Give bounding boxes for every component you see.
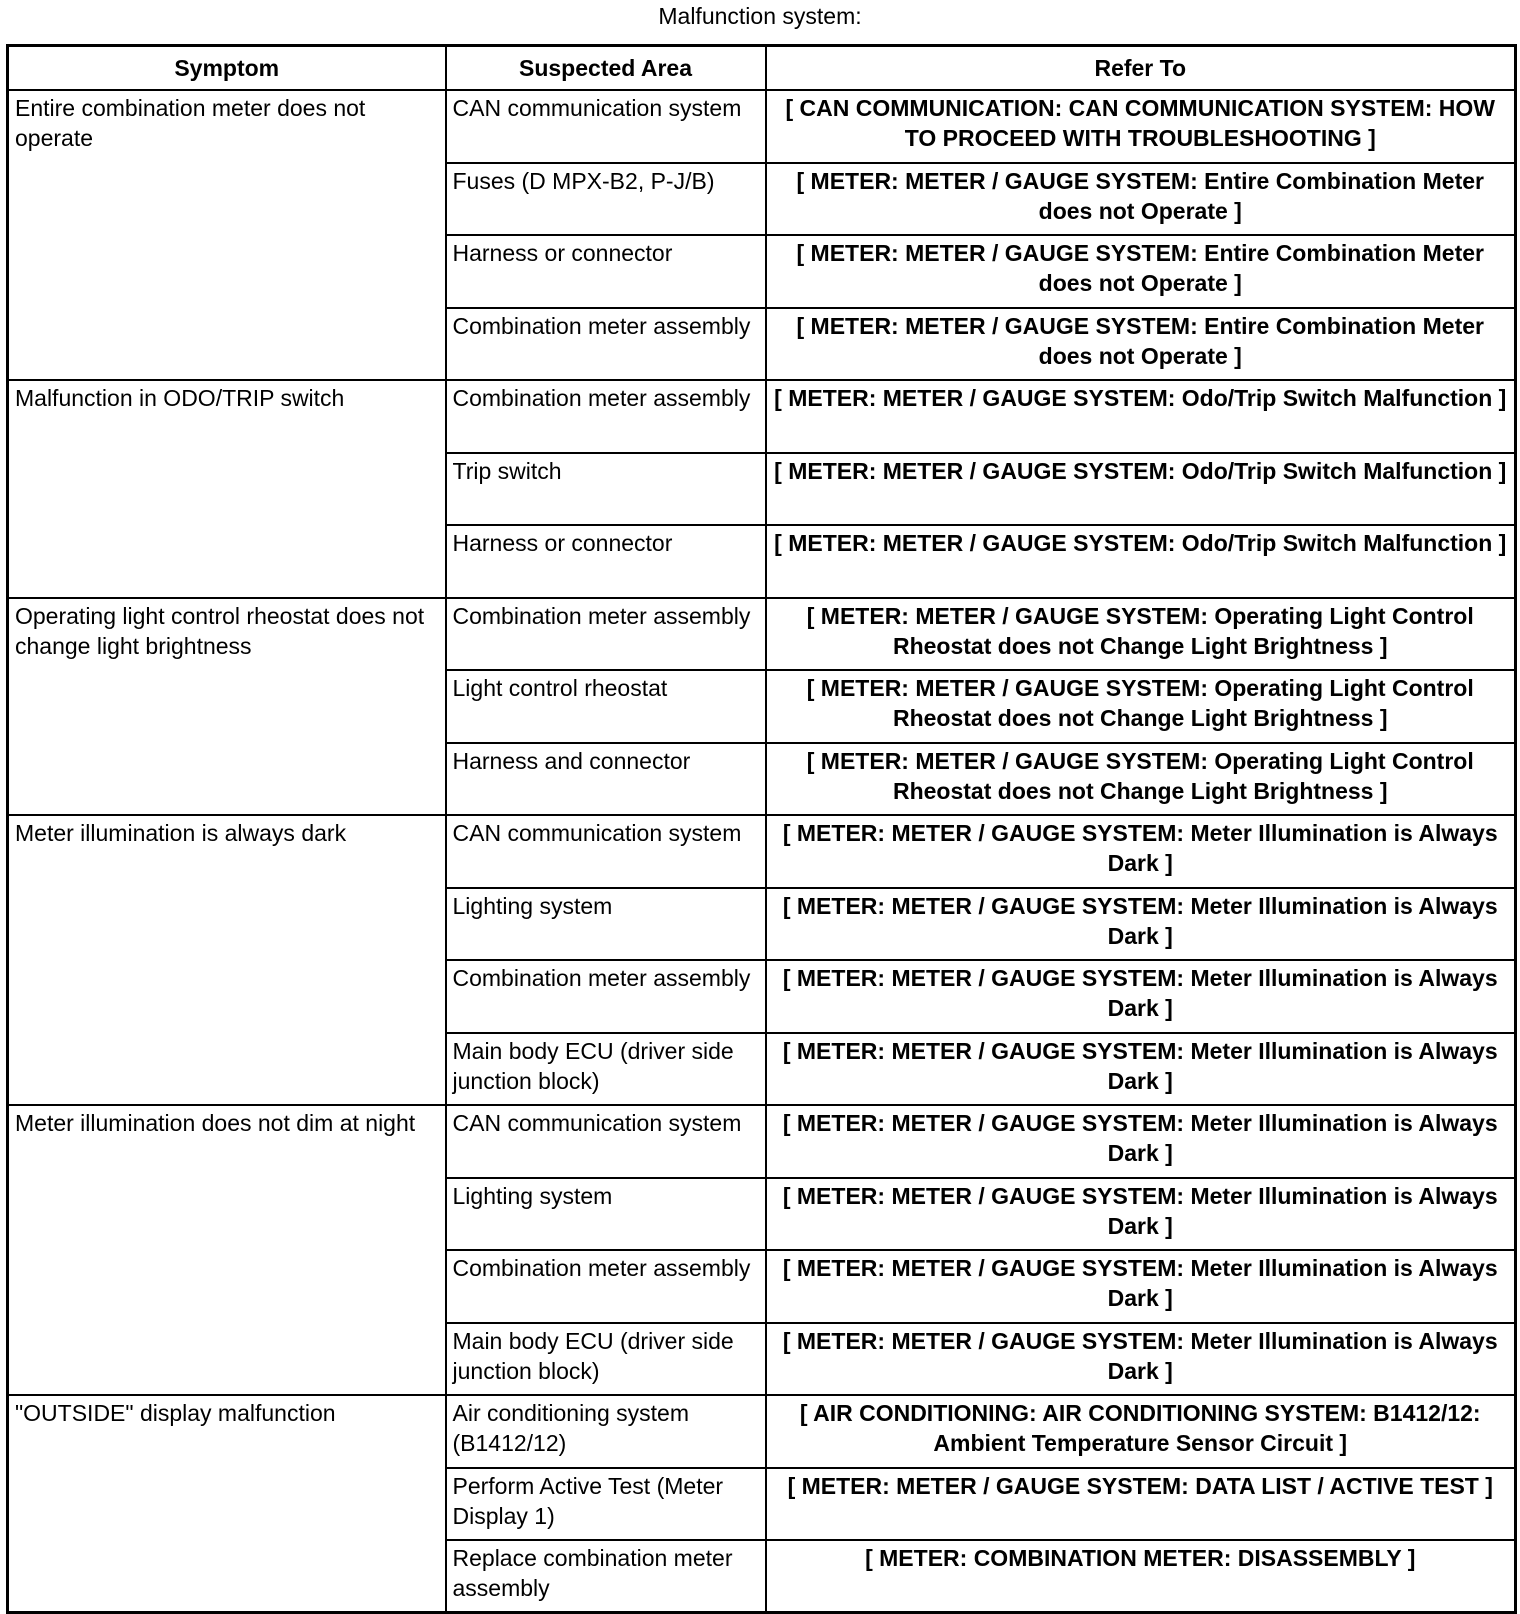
table-row bbox=[8, 815, 1516, 888]
refer-to-link[interactable]: [ METER: METER / GAUGE SYSTEM: Entire Combination Meter does not Operate ] bbox=[766, 163, 1516, 236]
table-caption: Malfunction system: bbox=[658, 3, 862, 29]
table-header bbox=[8, 46, 1516, 91]
refer-to-link[interactable]: [ METER: METER / GAUGE SYSTEM: Operating Light Control Rheostat does not Change Light Brightness ] bbox=[766, 670, 1516, 743]
suspected-area-cell: Fuses (D MPX-B2, P-J/B) bbox=[446, 163, 766, 236]
symptom-cell: "OUTSIDE" display malfunction bbox=[8, 1395, 446, 1613]
table-row bbox=[8, 1395, 1516, 1468]
refer-to-link[interactable]: [ METER: METER / GAUGE SYSTEM: Meter Illumination is Always Dark ] bbox=[766, 888, 1516, 961]
suspected-area-cell: CAN communication system bbox=[446, 90, 766, 163]
refer-to-link[interactable]: [ METER: METER / GAUGE SYSTEM: Operating Light Control Rheostat does not Change Light Brightness ] bbox=[766, 743, 1516, 816]
suspected-area-cell: Harness or connector bbox=[446, 525, 766, 598]
refer-to-link[interactable]: [ METER: METER / GAUGE SYSTEM: Meter Illumination is Always Dark ] bbox=[766, 1323, 1516, 1396]
suspected-area-cell: Combination meter assembly bbox=[446, 960, 766, 1033]
suspected-area-cell: Lighting system bbox=[446, 1178, 766, 1251]
table-body bbox=[8, 90, 1516, 1613]
refer-to-link[interactable]: [ METER: METER / GAUGE SYSTEM: Odo/Trip Switch Malfunction ] bbox=[766, 525, 1516, 598]
refer-to-link[interactable]: [ METER: METER / GAUGE SYSTEM: Meter Illumination is Always Dark ] bbox=[766, 1105, 1516, 1178]
symptom-cell: Malfunction in ODO/TRIP switch bbox=[8, 380, 446, 598]
refer-to-link[interactable]: [ METER: METER / GAUGE SYSTEM: Meter Illumination is Always Dark ] bbox=[766, 1250, 1516, 1323]
suspected-area-cell: Trip switch bbox=[446, 453, 766, 526]
suspected-area-cell: Harness and connector bbox=[446, 743, 766, 816]
suspected-area-cell: Main body ECU (driver side junction block) bbox=[446, 1033, 766, 1106]
refer-to-link[interactable]: [ METER: METER / GAUGE SYSTEM: Meter Illumination is Always Dark ] bbox=[766, 960, 1516, 1033]
suspected-area-cell: CAN communication system bbox=[446, 1105, 766, 1178]
suspected-area-cell: Lighting system bbox=[446, 888, 766, 961]
table-row bbox=[8, 380, 1516, 453]
suspected-area-cell: Combination meter assembly bbox=[446, 1250, 766, 1323]
suspected-area-cell: Combination meter assembly bbox=[446, 598, 766, 671]
table-row bbox=[8, 1105, 1516, 1178]
suspected-area-cell: Combination meter assembly bbox=[446, 308, 766, 381]
suspected-area-cell: Perform Active Test (Meter Display 1) bbox=[446, 1468, 766, 1541]
refer-to-link[interactable]: [ METER: METER / GAUGE SYSTEM: Entire Combination Meter does not Operate ] bbox=[766, 308, 1516, 381]
header-refer-to: Refer To bbox=[766, 46, 1516, 91]
suspected-area-cell: Light control rheostat bbox=[446, 670, 766, 743]
symptom-cell: Meter illumination does not dim at night bbox=[8, 1105, 446, 1395]
suspected-area-cell: Main body ECU (driver side junction block) bbox=[446, 1323, 766, 1396]
suspected-area-cell: Air conditioning system (B1412/12) bbox=[446, 1395, 766, 1468]
refer-to-link[interactable]: [ METER: METER / GAUGE SYSTEM: Operating Light Control Rheostat does not Change Light Brightness ] bbox=[766, 598, 1516, 671]
table-row bbox=[8, 598, 1516, 671]
refer-to-link[interactable]: [ METER: METER / GAUGE SYSTEM: DATA LIST / ACTIVE TEST ] bbox=[766, 1468, 1516, 1541]
symptom-cell: Entire combination meter does not operate bbox=[8, 90, 446, 380]
suspected-area-cell: CAN communication system bbox=[446, 815, 766, 888]
refer-to-link[interactable]: [ METER: METER / GAUGE SYSTEM: Meter Illumination is Always Dark ] bbox=[766, 1178, 1516, 1251]
header-row bbox=[8, 46, 1516, 91]
suspected-area-cell: Replace combination meter assembly bbox=[446, 1540, 766, 1613]
header-suspected-area: Suspected Area bbox=[446, 46, 766, 91]
refer-to-link[interactable]: [ METER: METER / GAUGE SYSTEM: Odo/Trip Switch Malfunction ] bbox=[766, 453, 1516, 526]
suspected-area-cell: Harness or connector bbox=[446, 235, 766, 308]
refer-to-link[interactable]: [ CAN COMMUNICATION: CAN COMMUNICATION SYSTEM: HOW TO PROCEED WITH TROUBLESHOOTING ] bbox=[766, 90, 1516, 163]
suspected-area-cell: Combination meter assembly bbox=[446, 380, 766, 453]
problem-symptoms-table bbox=[6, 44, 1517, 1614]
header-symptom: Symptom bbox=[8, 46, 446, 91]
refer-to-link[interactable]: [ METER: METER / GAUGE SYSTEM: Meter Illumination is Always Dark ] bbox=[766, 815, 1516, 888]
refer-to-link[interactable]: [ METER: METER / GAUGE SYSTEM: Odo/Trip Switch Malfunction ] bbox=[766, 380, 1516, 453]
symptom-cell: Meter illumination is always dark bbox=[8, 815, 446, 1105]
table-row bbox=[8, 90, 1516, 163]
refer-to-link[interactable]: [ METER: COMBINATION METER: DISASSEMBLY ] bbox=[766, 1540, 1516, 1613]
symptom-cell: Operating light control rheostat does not change light brightness bbox=[8, 598, 446, 816]
refer-to-link[interactable]: [ METER: METER / GAUGE SYSTEM: Meter Illumination is Always Dark ] bbox=[766, 1033, 1516, 1106]
refer-to-link[interactable]: [ AIR CONDITIONING: AIR CONDITIONING SYSTEM: B1412/12: Ambient Temperature Sensor Circuit ] bbox=[766, 1395, 1516, 1468]
refer-to-link[interactable]: [ METER: METER / GAUGE SYSTEM: Entire Combination Meter does not Operate ] bbox=[766, 235, 1516, 308]
